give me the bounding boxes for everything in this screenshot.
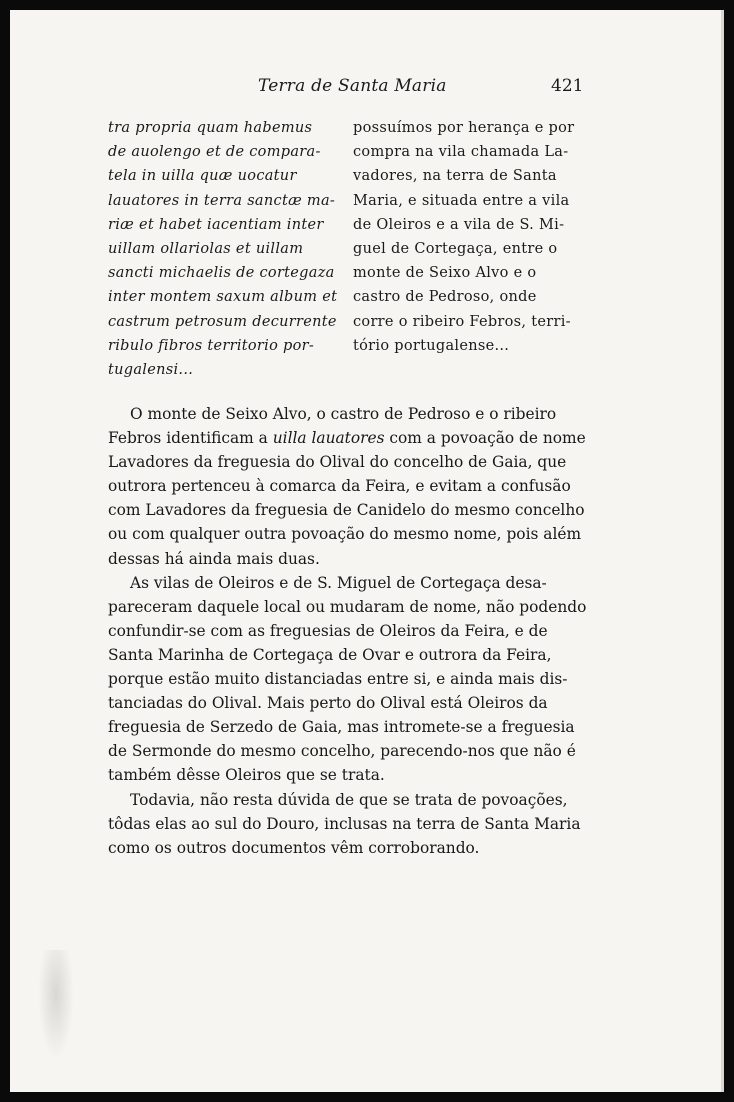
body-line: também dêsse Oleiros que se trata. xyxy=(108,766,385,785)
paper-smudge xyxy=(38,950,74,1060)
latin-line: tugalensi... xyxy=(108,361,194,378)
body-line: As vilas de Oleiros e de S. Miguel de Cortegaça desa- xyxy=(130,573,547,592)
portuguese-line: corre o ribeiro Febros, terri- xyxy=(353,313,571,330)
portuguese-line: guel de Cortegaça, entre o xyxy=(353,240,558,257)
latin-column xyxy=(108,116,338,382)
scan-edge xyxy=(721,10,724,1092)
portuguese-line: monte de Seixo Alvo e o xyxy=(353,265,537,282)
paragraph-2 xyxy=(108,571,590,788)
latin-line: de auolengo et de compara- xyxy=(108,144,321,161)
paragraph-3 xyxy=(108,788,590,860)
latin-line: tra propria quam habemus xyxy=(108,120,313,136)
portuguese-column xyxy=(353,116,588,358)
body-line: Todavia, não resta dúvida de que se trata de povoações, xyxy=(130,790,568,809)
body-line: de Sermonde do mesmo concelho, parecendo-nos que não é xyxy=(108,742,576,761)
body-text-run: Febros identificam a xyxy=(108,429,273,448)
body-line: tanciadas do Olival. Mais perto do Olival está Oleiros da xyxy=(108,694,548,713)
latin-line: uillam ollariolas et uillam xyxy=(108,240,304,257)
portuguese-line: compra na vila chamada La- xyxy=(353,144,569,161)
latin-line: ribulo fibros territorio por- xyxy=(108,337,315,354)
body-line xyxy=(108,426,590,450)
paragraph-1 xyxy=(108,402,590,571)
body-line: freguesia de Serzedo de Gaia, mas intromete-se a freguesia xyxy=(108,718,575,737)
portuguese-line: tório portugalense... xyxy=(353,337,510,354)
latin-line: lauatores in terra sanctæ ma- xyxy=(108,192,336,209)
portuguese-line: possuímos por herança e por xyxy=(353,120,575,136)
body-line: Santa Marinha de Cortegaça de Ovar e outrora da Feira, xyxy=(108,645,552,664)
latin-line: tela in uilla quæ uocatur xyxy=(108,168,297,185)
portuguese-line: castro de Pedroso, onde xyxy=(353,289,537,306)
running-title: Terra de Santa Maria xyxy=(258,76,447,96)
book-page xyxy=(10,10,724,1092)
body-line: porque estão muito distanciadas entre si, e ainda mais dis- xyxy=(108,670,568,689)
latin-line: riæ et habet iacentiam inter xyxy=(108,216,324,233)
body-line: como os outros documentos vêm corroborando. xyxy=(108,838,480,857)
portuguese-line: de Oleiros e a vila de S. Mi- xyxy=(353,216,565,233)
body-line: dessas há ainda mais duas. xyxy=(108,549,320,568)
body-line: ou com qualquer outra povoação do mesmo nome, pois além xyxy=(108,525,582,544)
body-line: com Lavadores da freguesia de Canidelo do mesmo concelho xyxy=(108,501,585,520)
body-text xyxy=(108,402,590,860)
body-line: Lavadores da freguesia do Olival do concelho de Gaia, que xyxy=(108,453,567,472)
body-line: confundir-se com as freguesias de Oleiros da Feira, e de xyxy=(108,621,548,640)
body-line: tôdas elas ao sul do Douro, inclusas na terra de Santa Maria xyxy=(108,814,581,833)
latin-line: inter montem saxum album et xyxy=(108,289,338,306)
portuguese-line: Maria, e situada entre a vila xyxy=(353,192,570,209)
latin-line: castrum petrosum decurrente xyxy=(108,313,337,330)
body-line: O monte de Seixo Alvo, o castro de Pedroso e o ribeiro xyxy=(130,405,557,423)
latin-line: sancti michaelis de cortegaza xyxy=(108,265,335,282)
italic-term: uilla lauatores xyxy=(272,429,385,448)
body-line: pareceram daquele local ou mudaram de nome, não podendo xyxy=(108,597,587,616)
portuguese-line: vadores, na terra de Santa xyxy=(353,168,557,185)
page-number: 421 xyxy=(551,76,584,96)
page-header xyxy=(10,76,724,102)
body-text-run: com a povoação de nome xyxy=(384,429,586,448)
body-line: outrora pertenceu à comarca da Feira, e evitam a confusão xyxy=(108,477,571,496)
